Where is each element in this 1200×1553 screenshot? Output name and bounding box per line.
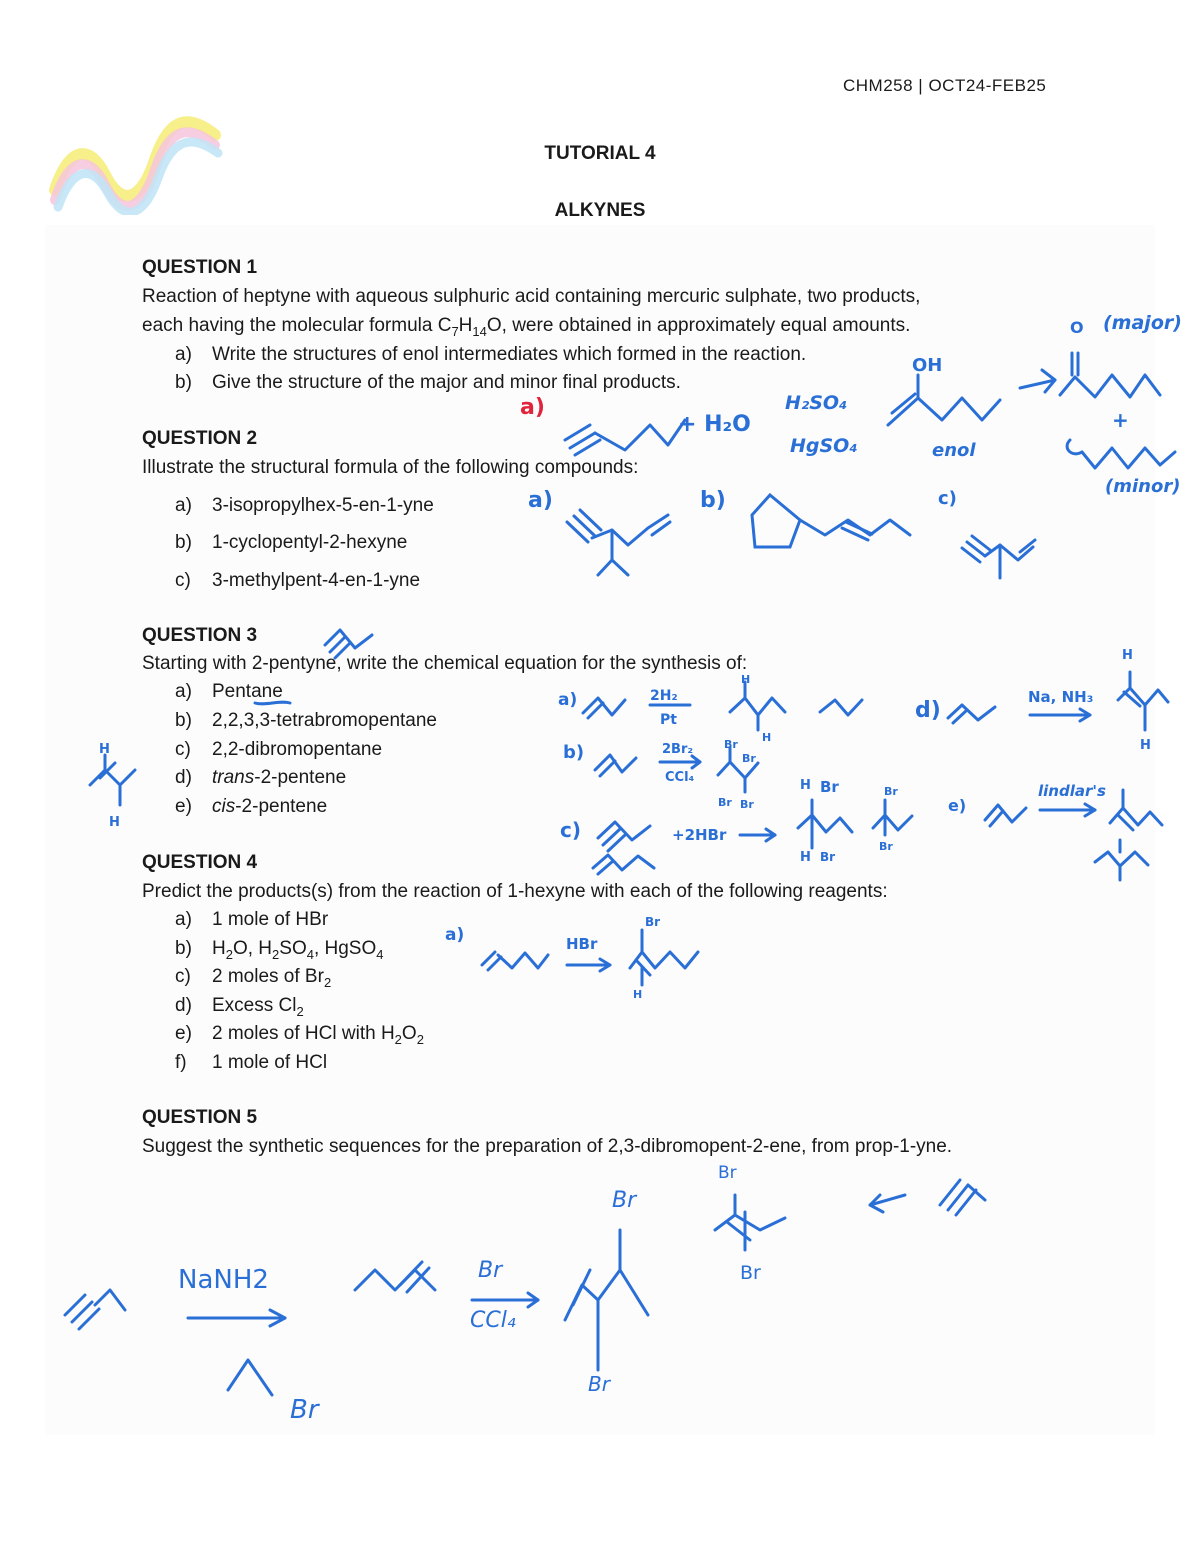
q3-text: Starting with 2-pentyne, write the chemical equation for the synthesis of: [142, 653, 748, 674]
course-header: CHM258 | OCT24-FEB25 [843, 76, 1047, 95]
tutorial-subtitle: ALKYNES [554, 200, 646, 221]
hw-q3-e: e) [948, 796, 967, 815]
q3-heading: QUESTION 3 [142, 625, 258, 646]
hw-q5-br2: Br [478, 1258, 503, 1283]
hw-q1-major: (major) [1103, 312, 1182, 334]
q1-minor-ketone [1067, 440, 1175, 468]
hw-h-4: H [109, 815, 120, 830]
hw-q3-h2: 2H₂ [650, 688, 678, 704]
hw-q2-b: b) [700, 488, 726, 513]
q3-pentyne-sketch [325, 630, 372, 658]
hw-br-8: Br [879, 840, 893, 853]
q3a-reaction [583, 682, 862, 730]
hw-h-1: H [1122, 648, 1133, 663]
hw-q3-na: Na, NH₃ [1028, 688, 1094, 706]
hw-q5-br-product-top: Br [718, 1163, 737, 1183]
q3-left-margin-structure [90, 755, 135, 805]
hw-h-7: H [800, 778, 811, 793]
q2-text: Illustrate the structural formula of the following compounds: [142, 457, 639, 478]
q1-arrow [1020, 370, 1055, 392]
hw-br-6: Br [820, 850, 836, 864]
q2-item-c: c) 3-methylpent-4-en-1-yne [175, 570, 421, 591]
hw-br-1: Br [724, 738, 738, 751]
q4-text: Predict the products(s) from the reaction of 1-hexyne with each of the following reagents: [142, 881, 888, 902]
hw-q1-hg: HgSO₄ [790, 435, 858, 457]
q4-item-c: c) 2 moles of $Br_2$ [175, 966, 332, 990]
hw-q5-br-reagent: Br [290, 1395, 319, 1425]
q1-heading: QUESTION 1 [142, 257, 258, 278]
q3e-reaction [985, 790, 1162, 880]
q2-heading: QUESTION 2 [142, 428, 258, 449]
q3-item-e: e) cis-2-pentene [175, 796, 328, 817]
hw-q4-hbr: HBr [566, 935, 598, 953]
hw-h-3: H [99, 742, 110, 757]
hw-br-9: Br [645, 915, 661, 929]
q2-item-b: b) 1-cyclopentyl-2-hexyne [175, 532, 408, 553]
q2-item-a: a) 3-isopropylhex-5-en-1-yne [175, 495, 434, 516]
hw-br-7: Br [884, 785, 898, 798]
hw-q2-a: a) [528, 488, 553, 513]
hw-h-2: H [1140, 738, 1151, 753]
q3-item-d: d) trans-2-pentene [175, 767, 347, 788]
hw-q3-d: d) [915, 698, 941, 723]
hw-q1-plus: + [1112, 408, 1129, 432]
hw-br-4: Br [740, 798, 754, 811]
q4-item-b: b) $H_2O$, $H_2SO_4$, HgSO$_4$ [175, 938, 384, 962]
hw-q3-hbr: +2HBr [672, 826, 727, 844]
hw-h-6: H [762, 731, 772, 744]
q1-major-ketone [1060, 353, 1160, 397]
hw-h-5: H [741, 673, 751, 686]
q1-enol-structure [888, 375, 1000, 425]
q1-text-line2: each having the molecular formula $C_7H_{14}O$, were obtained in approximately equal amounts. [142, 315, 911, 339]
q4-item-d: d) Excess $Cl_2$ [175, 995, 304, 1019]
hw-q1-enol: enol [932, 440, 976, 461]
hw-q3-br2: 2Br₂ [662, 742, 694, 757]
q5-text: Suggest the synthetic sequences for the preparation of 2,3-dibromopent-2-ene, from prop-1-yne. [142, 1136, 953, 1157]
q4-heading: QUESTION 4 [142, 852, 258, 873]
hw-q3-lindlar: lindlar's [1038, 782, 1106, 800]
q1-text-line1: Reaction of heptyne with aqueous sulphuric acid containing mercuric sulphate, two products, [142, 286, 921, 307]
hw-q1-a: a) [520, 395, 545, 420]
q4-item-f: f) 1 mole of HCl [175, 1052, 328, 1073]
hw-q4-a: a) [445, 925, 465, 945]
q2c-structure [962, 536, 1035, 578]
hw-q3-c: c) [560, 818, 581, 842]
q3-item-b: b) 2,2,3,3-tetrabromopentane [175, 710, 437, 731]
hw-q1-acid: H₂SO₄ [785, 392, 848, 414]
hw-br-2: Br [742, 752, 756, 765]
hw-q5-nanh2: NaNH2 [178, 1265, 269, 1295]
hw-q1-o: O [1070, 318, 1084, 337]
hw-q3-b: b) [563, 742, 585, 763]
q3-item-a: a) Pentane [175, 681, 283, 702]
hw-q5-br-bottom: Br [588, 1372, 610, 1396]
hw-q5-ccl4: CCl₄ [470, 1308, 516, 1333]
hw-q1-oh: OH [912, 355, 943, 376]
hw-br-5: Br [820, 778, 839, 796]
q3-item-c: c) 2,2-dibromopentane [175, 739, 383, 760]
q4-item-e: e) 2 moles of HCl with $H_2O_2$ [175, 1023, 424, 1047]
q1-heptyne-structure [565, 420, 685, 455]
hw-br-3: Br [718, 796, 732, 809]
q2a-structure [567, 510, 670, 575]
q3c-reaction [593, 800, 912, 874]
hw-q5-br-top: Br [612, 1188, 637, 1213]
hw-q1-minor: (minor) [1105, 476, 1181, 497]
hw-h-9: H [633, 988, 643, 1001]
hw-h-8: H [800, 850, 811, 865]
hw-q3-pt: Pt [660, 712, 677, 728]
hw-q2-c: c) [938, 488, 957, 509]
q2b-structure [752, 495, 910, 547]
q1-item-b: b) Give the structure of the major and minor final products. [175, 372, 681, 393]
tutorial-title: TUTORIAL 4 [544, 143, 656, 164]
pentane-underline [255, 702, 290, 704]
hw-q3-ccl4: CCl₄ [665, 770, 695, 785]
hw-q3-a: a) [558, 690, 578, 710]
q1-item-a: a) Write the structures of enol intermediates which formed in the reaction. [175, 344, 807, 365]
hw-q5-br-product-bottom: Br [740, 1262, 761, 1284]
hw-q1-water: + H₂O [678, 412, 751, 437]
q5-heading: QUESTION 5 [142, 1107, 258, 1128]
q4-item-a: a) 1 mole of HBr [175, 909, 329, 930]
